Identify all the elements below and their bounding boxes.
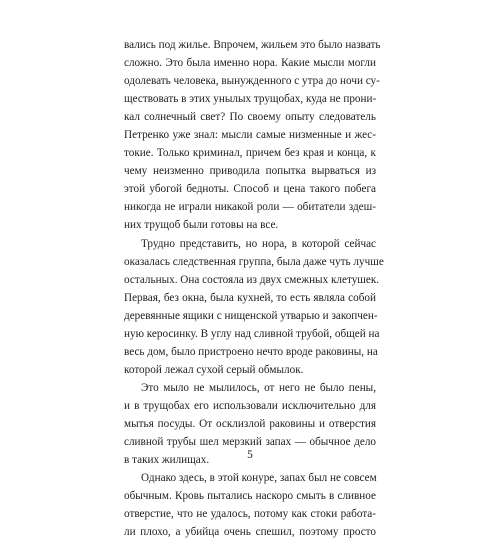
text-line: которой лежал сухой серый обмылок. (124, 363, 304, 376)
text-line: мытья посуды. От осклизлой раковины и отверстия (124, 417, 376, 430)
text-line: сливной трубы шел мерзкий запах — обычное дело (124, 436, 376, 449)
text-line: Это мыло не мылилось, от него не было пены, (141, 381, 376, 394)
text-line: в таких жилищах. (124, 454, 210, 467)
text-line: никогда не играли никакой роли — обитатели здеш- (124, 201, 376, 214)
body-text (124, 36, 384, 541)
text-line: остальных. Она состояла из двух смежных клетушек. (124, 273, 380, 286)
text-line: вались под жилье. Впрочем, жильем это было назвать (124, 39, 381, 51)
text-line: токие. Только криминал, причем без края и конца, к (124, 147, 376, 160)
text-line: чему неизменно приводила попытка вырваться из (124, 165, 376, 178)
text-line: деревянные ящики с нищенской утварью и закопчен- (124, 309, 378, 322)
text-line: оказалась следственная группа, была даже чуть лучше (124, 255, 384, 268)
text-line: этой убогой бедноты. Способ и цена такого побега (124, 183, 376, 196)
text-line: Первая, без окна, была кухней, то есть являла собой (124, 291, 376, 304)
text-line: отверстие, что не удалось, потому как стоки работа- (124, 508, 376, 521)
text-line: сложно. Это была именно нора. Какие мысли могли (124, 57, 376, 70)
text-line: ществовать в этих унылых трущобах, куда не прони- (124, 93, 377, 106)
text-line: кал солнечный свет? По своему опыту следователь (124, 111, 376, 124)
text-line: Однако здесь, в этой конуре, запах был не совсем (141, 472, 377, 485)
text-line: и в трущобах его использовали исключительно для (124, 399, 376, 412)
text-line: Трудно представить, но нора, в которой сейчас (141, 237, 376, 250)
text-line: них трущоб были готовы на все. (124, 219, 279, 232)
text-line: Петренко уже знал: мысли самые низменные и жес- (124, 129, 376, 142)
page-number: 5 (247, 449, 253, 461)
text-line: ли плохо, а убийца очень спешил, поэтому просто (124, 526, 376, 539)
text-line: весь дом, было пристроено нечто вроде раковины, на (124, 345, 378, 358)
text-line: ную керосинку. В углу над сливной трубой, общей на (124, 327, 380, 340)
text-line: обычным. Кровь пытались наскоро смыть в сливное (124, 490, 376, 503)
text-line: одолевать человека, вынужденного с утра до ночи су- (124, 75, 380, 88)
